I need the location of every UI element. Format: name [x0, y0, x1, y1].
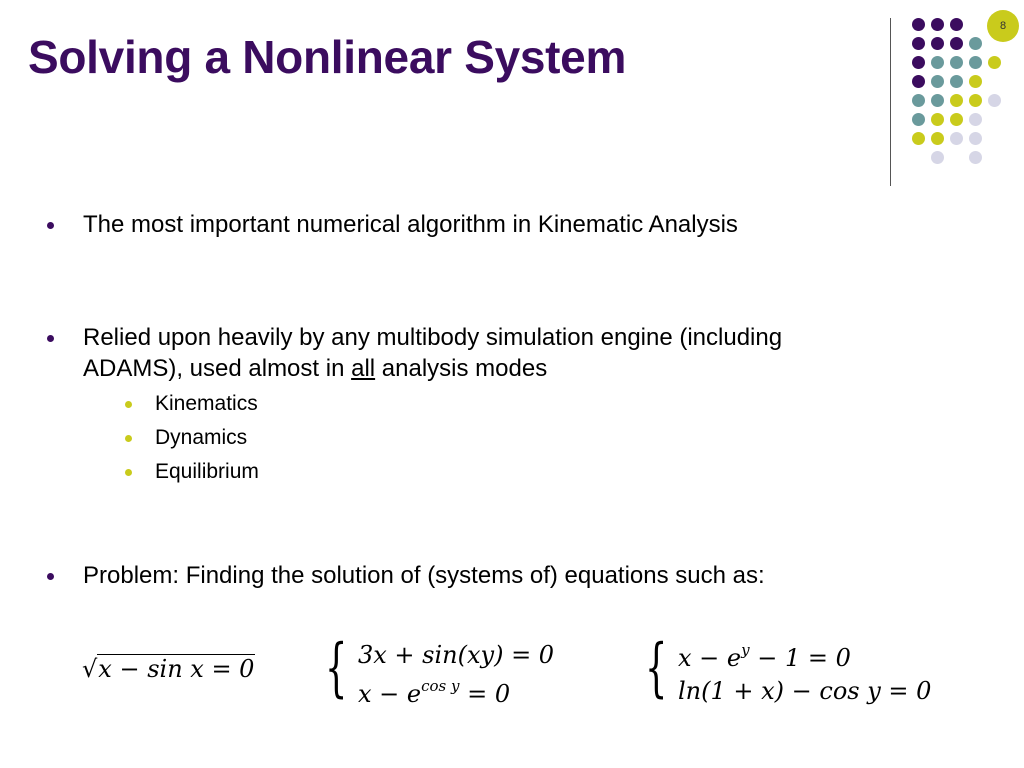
equation-2-line2-sup: cos y [421, 677, 460, 695]
bullet-text-2-line2 [83, 353, 547, 384]
equation-1-body: x − sin x = 0 [98, 655, 255, 683]
decor-dot [969, 75, 982, 88]
left-brace-icon: { [645, 631, 668, 705]
sub-item-equilibrium: Equilibrium [155, 460, 259, 483]
sub-bullet-icon [125, 469, 132, 476]
equation-2-line2-pre: x − e [358, 680, 422, 708]
decor-dot [969, 94, 982, 107]
equation-2-line1: 3x + sin(xy) = 0 [358, 641, 555, 669]
decor-dot [950, 37, 963, 50]
bullet-icon [47, 573, 54, 580]
decor-dot [988, 94, 1001, 107]
decor-dot [931, 132, 944, 145]
decor-dot [950, 56, 963, 69]
sub-bullet-icon [125, 435, 132, 442]
equation-2-line2 [358, 677, 510, 708]
bullet-icon [47, 335, 54, 342]
decor-dot [912, 75, 925, 88]
bullet-text-2-line1: Relied upon heavily by any multibody simulation engine (including [83, 324, 783, 351]
equation-3-line1 [678, 641, 851, 672]
decor-dot [931, 75, 944, 88]
slide-title: Solving a Nonlinear System [28, 31, 627, 83]
sub-bullet-icon [125, 401, 132, 408]
decorative-divider [890, 18, 891, 186]
left-brace-icon: { [325, 631, 348, 705]
decor-dot [931, 37, 944, 50]
decor-dot [912, 37, 925, 50]
decor-dot [912, 113, 925, 126]
decor-dot [969, 37, 982, 50]
bullet-icon [47, 222, 54, 229]
equation-3-line1-post: − 1 = 0 [749, 644, 851, 672]
equation-1: √x − sin x = 0 [82, 655, 255, 683]
decor-dot [912, 132, 925, 145]
decor-dot [950, 18, 963, 31]
decor-dot [931, 94, 944, 107]
equation-3-line1-pre: x − e [678, 644, 742, 672]
decor-dot [931, 18, 944, 31]
decor-dot [931, 56, 944, 69]
bullet-text-2-underlined: all [351, 355, 376, 382]
decor-dot [912, 94, 925, 107]
decor-dot [931, 151, 944, 164]
bullet-text-2-post: analysis modes [375, 355, 548, 382]
equation-2-line2-post: = 0 [459, 680, 511, 708]
decor-dot [950, 113, 963, 126]
decor-dot [969, 113, 982, 126]
equation-3-line1-sup: y [741, 641, 750, 659]
decor-dot [969, 151, 982, 164]
bullet-text-3: Problem: Finding the solution of (systems of) equations such as: [83, 562, 765, 589]
page-number: 8 [987, 10, 1019, 42]
equation-3-line2: ln(1 + x) − cos y = 0 [678, 677, 932, 705]
decor-dot [912, 56, 925, 69]
decor-dot [950, 75, 963, 88]
decor-dot [912, 18, 925, 31]
decor-dot [988, 56, 1001, 69]
decor-dot [950, 94, 963, 107]
decor-dot [931, 113, 944, 126]
decor-dot [950, 132, 963, 145]
sub-item-kinematics: Kinematics [155, 392, 258, 415]
sub-item-dynamics: Dynamics [155, 426, 248, 449]
decor-dot [969, 132, 982, 145]
bullet-text-2-pre: ADAMS), used almost in [83, 355, 352, 382]
decor-dot [969, 56, 982, 69]
bullet-text-1: The most important numerical algorithm in Kinematic Analysis [83, 211, 738, 238]
